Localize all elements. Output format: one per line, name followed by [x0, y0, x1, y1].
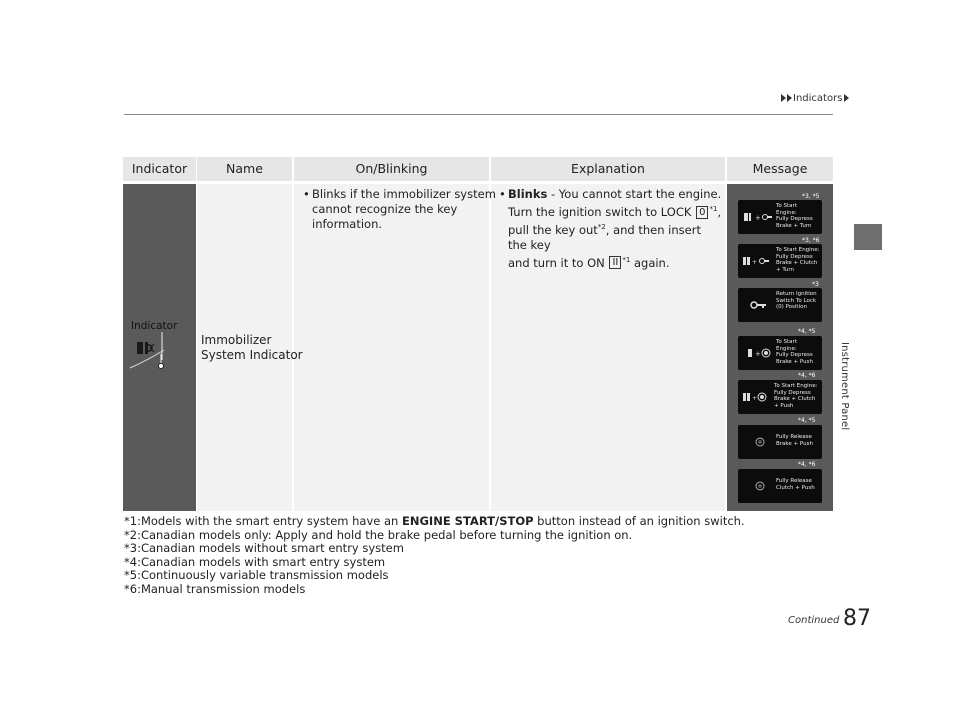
explanation-text: [499, 187, 723, 270]
footnote-text: button instead of an ignition switch.: [533, 514, 745, 528]
key-turn-icon: [742, 210, 774, 224]
indicator-name-line: System Indicator: [201, 348, 303, 362]
on-position-key: II: [609, 256, 621, 269]
footnote-ref: *2: [597, 222, 606, 231]
footnote-2: *2:Canadian models only: Apply and hold the brake pedal before turning the ignition on.: [124, 527, 633, 542]
explanation-bold: Blinks: [508, 187, 548, 201]
breadcrumb-label: Indicators: [793, 93, 843, 104]
message-screen: [738, 469, 822, 503]
message-ref: *4, *6: [798, 372, 816, 379]
message-text: Return Ignition Switch To Lock (0) Position: [776, 291, 817, 310]
arrow-icon: [787, 94, 792, 102]
explanation-line: ,: [717, 204, 722, 219]
push-button-icon: [742, 479, 774, 493]
on-blinking-line: cannot recognize the key: [312, 202, 458, 216]
svg-text:+: +: [755, 350, 761, 358]
key-icon: [742, 298, 774, 312]
explanation-line: again.: [630, 255, 670, 270]
lock-position-key: 0: [696, 206, 708, 219]
section-tab-text: Instrument Panel: [839, 342, 850, 431]
footnote-ref: *1: [709, 205, 718, 213]
column-header-explanation: Explanation: [491, 157, 725, 181]
message-screen: [738, 336, 822, 370]
on-blinking-cell: [294, 184, 489, 511]
message-screen: [738, 380, 822, 414]
footnote-bold: ENGINE START/STOP: [402, 514, 534, 528]
message-ref: *3: [812, 281, 819, 288]
push-button-icon: [742, 435, 774, 449]
header-rule: [124, 114, 833, 115]
message-ref: *4, *5: [798, 328, 816, 335]
footnote-6: *6:Manual transmission models: [124, 581, 306, 596]
message-screen: [738, 200, 822, 234]
message-screen: [738, 288, 822, 322]
footnotes: [124, 515, 745, 597]
explanation-line: Turn the ignition switch to LOCK: [508, 204, 696, 219]
message-ref: *4, *6: [798, 461, 816, 468]
push-button-icon: [742, 346, 774, 360]
message-text: To Start Engine: Fully Depress Brake + Push: [776, 339, 813, 365]
arrow-icon: [781, 94, 786, 102]
explanation-line: , and then insert the key: [508, 222, 701, 252]
section-tab-label: [839, 258, 884, 431]
message-text: To Start Engine: Fully Depress Brake + Clutch + Push: [774, 383, 818, 409]
svg-text:+: +: [752, 395, 758, 402]
message-text: To Start Engine: Fully Depress Brake + Turn: [776, 203, 813, 229]
svg-text:+: +: [752, 259, 758, 266]
footnote-5: *5:Continuously variable transmission models: [124, 568, 389, 583]
column-header-message: Message: [727, 157, 833, 181]
footnote-3: *3:Canadian models without smart entry system: [124, 541, 404, 556]
message-ref: *4, *5: [798, 417, 816, 424]
indicator-label: Indicator: [131, 320, 178, 332]
bullet-icon: •: [499, 187, 506, 201]
continued-label: Continued: [788, 615, 840, 626]
footnote-1: [124, 515, 745, 529]
key-turn-icon: [742, 254, 774, 268]
page-number: 87: [843, 606, 871, 631]
message-text: Fully Release Clutch + Push: [776, 478, 815, 491]
footnote-4: *4:Canadian models with smart entry system: [124, 554, 386, 569]
explanation-line: and turn it to ON: [508, 255, 609, 270]
footnote-text: *1:Models with the smart entry system have an: [124, 514, 402, 528]
breadcrumb: [781, 93, 850, 104]
indicator-name: [201, 333, 303, 363]
column-header-on-blinking: On/Blinking: [294, 157, 489, 181]
message-text: To Start Engine: Fully Depress Brake + Clutch + Turn: [776, 247, 820, 273]
explanation-line: pull the key out: [508, 222, 598, 237]
svg-text:+: +: [755, 214, 761, 222]
on-blinking-text: [303, 187, 496, 232]
section-tab-marker: [854, 224, 882, 250]
on-blinking-line: Blinks if the immobilizer system: [312, 187, 496, 201]
column-header-indicator: Indicator: [123, 157, 196, 181]
explanation-line: - You cannot start the engine.: [547, 187, 722, 201]
immobilizer-indicator-icon: [128, 330, 188, 380]
message-ref: *3, *6: [802, 237, 820, 244]
on-blinking-line: information.: [312, 217, 383, 231]
message-ref: *3, *5: [802, 193, 820, 200]
push-button-icon: [742, 390, 774, 404]
indicator-name-line: Immobilizer: [201, 333, 272, 347]
message-screen: [738, 244, 822, 278]
arrow-icon: [844, 94, 849, 102]
message-text: Fully Release Brake + Push: [776, 434, 813, 447]
column-header-name: Name: [197, 157, 292, 181]
footnote-ref: *1: [622, 255, 631, 264]
bullet-icon: •: [303, 187, 310, 201]
message-screen: [738, 425, 822, 459]
